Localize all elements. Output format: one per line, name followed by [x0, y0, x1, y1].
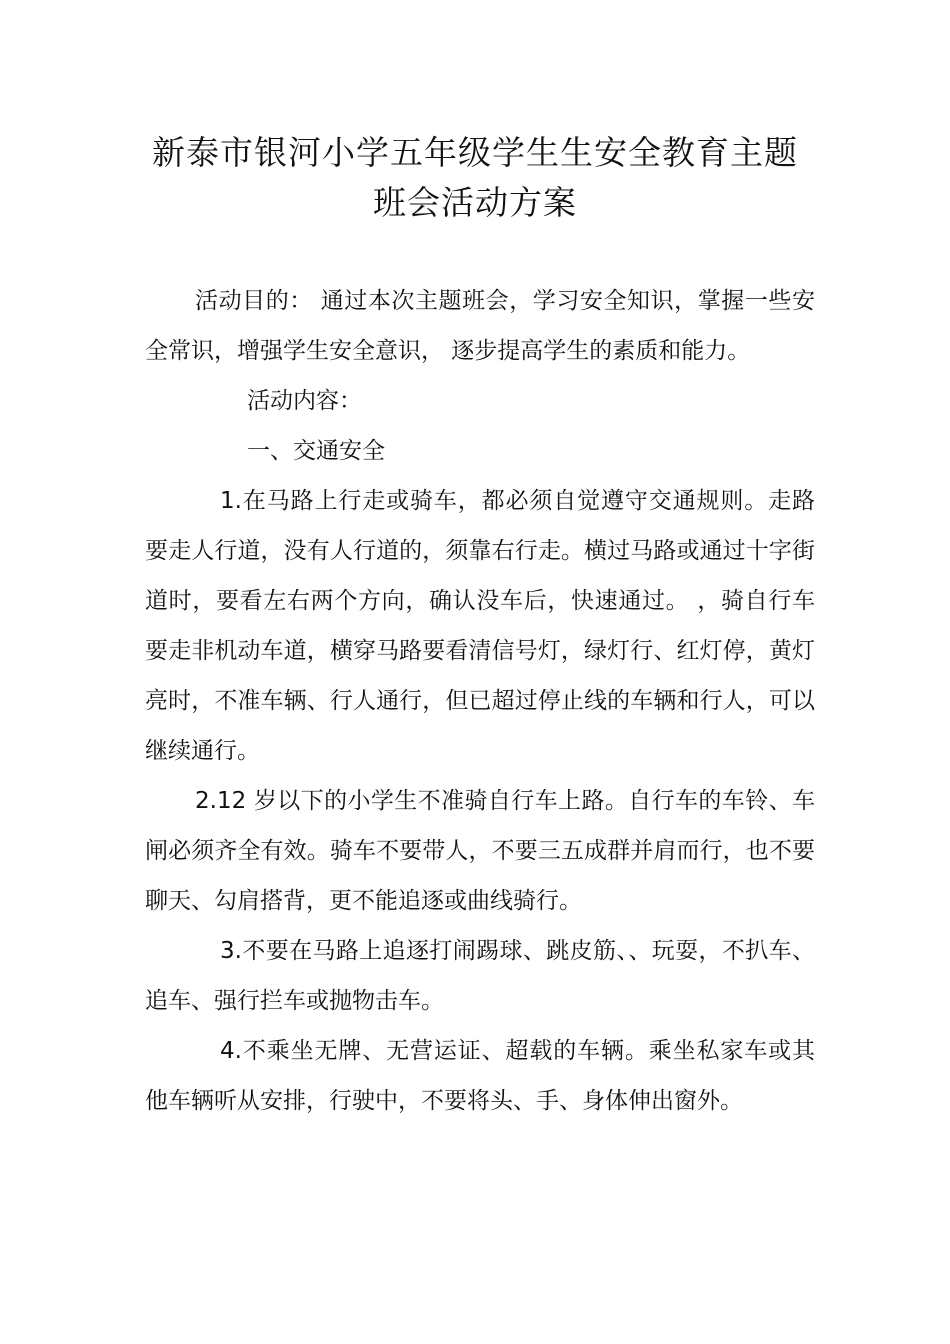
paragraph-activity-content-heading: 活动内容： [247, 388, 362, 414]
document-title: 新泰市银河小学五年级学生生安全教育主题班会活动方案 [152, 133, 798, 222]
paragraph-rule-1: 1.在马路上行走或骑车，都必须自觉遵守交通规则。走路要走人行道，没有人行道的，须靠右行走。横过马路或通过十字街道时，要看左右两个方向，确认没车后，快速通过。 ，骑自行车要走非机动车道，横穿马路要看清信号灯，绿灯行、红灯停，黄灯亮时，不准车辆、行人通行，但已超过停止线的车辆和行人，可以继续通行。 [145, 488, 815, 764]
section-heading-traffic-safety: 一、交通安全 [247, 438, 385, 464]
paragraph-activity-purpose: 活动目的： 通过本次主题班会，学习安全知识，掌握一些安全常识，增强学生安全意识， 逐步提高学生的素质和能力。 [145, 288, 815, 364]
paragraph-rule-2: 2.12 岁以下的小学生不准骑自行车上路。自行车的车铃、车闸必须齐全有效。骑车不要带人，不要三五成群并肩而行，也不要聊天、勾肩搭背，更不能追逐或曲线骑行。 [145, 788, 815, 914]
paragraph-rule-3: 3.不要在马路上追逐打闹踢球、跳皮筋、、玩耍，不扒车、追车、强行拦车或抛物击车。 [145, 938, 815, 1014]
document-body [145, 276, 815, 1126]
paragraph-rule-4: 4.不乘坐无牌、无营运证、超载的车辆。乘坐私家车或其他车辆听从安排，行驶中，不要将头、手、身体伸出窗外。 [145, 1038, 815, 1114]
